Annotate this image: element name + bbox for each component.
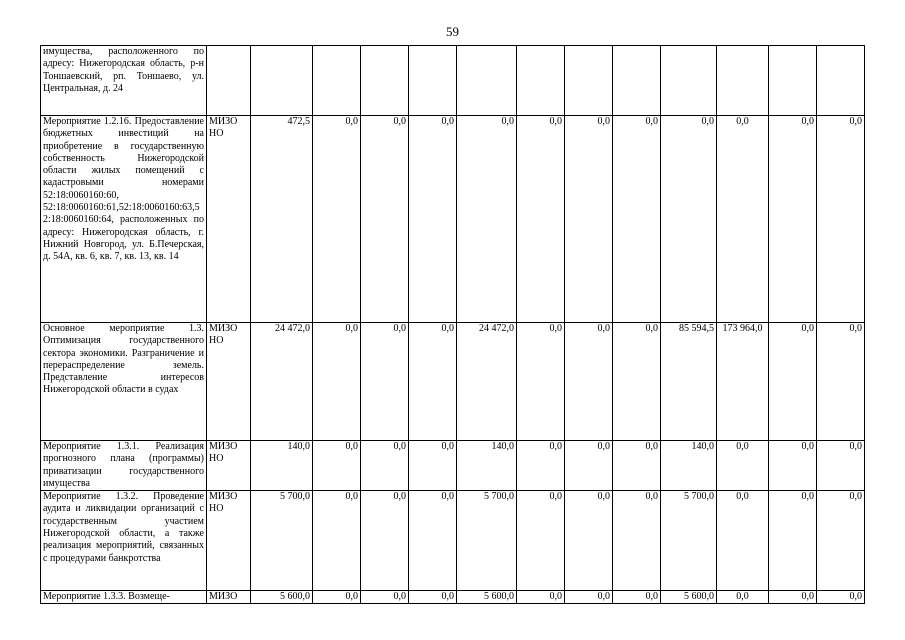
amount-cell bbox=[817, 46, 865, 116]
page-number: 59 bbox=[446, 24, 459, 39]
amount-cell: 0,0 bbox=[565, 441, 613, 491]
amount-cell: 140,0 bbox=[251, 441, 313, 491]
table-row bbox=[41, 441, 865, 491]
amount-cell: 0,0 bbox=[361, 323, 409, 441]
amount-cell: 0,0 bbox=[361, 491, 409, 591]
amount-cell bbox=[769, 46, 817, 116]
amount-cell: 0,0 bbox=[817, 491, 865, 591]
amount-cell: 0,0 bbox=[313, 116, 361, 323]
amount-cell: 0,0 bbox=[361, 591, 409, 604]
amount-cell: 0,0 bbox=[409, 323, 457, 441]
amount-cell bbox=[361, 46, 409, 116]
amount-cell bbox=[565, 46, 613, 116]
amount-cell: 0,0 bbox=[517, 491, 565, 591]
amount-cell: 0,0 bbox=[565, 323, 613, 441]
amount-cell: 0,0 bbox=[613, 441, 661, 491]
amount-cell: 5 600,0 bbox=[457, 591, 517, 604]
amount-cell bbox=[313, 46, 361, 116]
amount-cell: 0,0 bbox=[409, 591, 457, 604]
amount-cell: 0,0 bbox=[613, 491, 661, 591]
amount-cell: 0,0 bbox=[717, 116, 769, 323]
amount-cell: 0,0 bbox=[661, 116, 717, 323]
amount-cell: 0,0 bbox=[817, 591, 865, 604]
amount-cell bbox=[457, 46, 517, 116]
amount-cell: 0,0 bbox=[409, 491, 457, 591]
amount-cell bbox=[517, 46, 565, 116]
activity-description: Мероприятие 1.3.1. Реализация прогнозного плана (программы) приватизации государственного имущества bbox=[41, 441, 207, 491]
amount-cell: 0,0 bbox=[613, 591, 661, 604]
amount-cell: 0,0 bbox=[313, 491, 361, 591]
amount-cell: 0,0 bbox=[613, 116, 661, 323]
amount-cell: 0,0 bbox=[313, 441, 361, 491]
amount-cell: 5 700,0 bbox=[457, 491, 517, 591]
amount-cell: 0,0 bbox=[717, 441, 769, 491]
amount-cell: 0,0 bbox=[313, 591, 361, 604]
amount-cell: 0,0 bbox=[517, 441, 565, 491]
amount-cell: 0,0 bbox=[769, 441, 817, 491]
activity-description: имущества, расположенного по адресу: Нижегородская область, р-н Тоншаевский, рп. Тоншаево, ул. Центральная, д. 24 bbox=[41, 46, 207, 116]
amount-cell: 0,0 bbox=[517, 591, 565, 604]
amount-cell: 5 700,0 bbox=[251, 491, 313, 591]
activity-description: Основное мероприятие 1.3. Оптимизация государственного сектора экономики. Разграничение и перераспределение земель. Представление интересов Нижегородской области в судах bbox=[41, 323, 207, 441]
amount-cell: 0,0 bbox=[313, 323, 361, 441]
amount-cell: 0,0 bbox=[517, 323, 565, 441]
budget-table bbox=[40, 45, 865, 604]
amount-cell: 24 472,0 bbox=[251, 323, 313, 441]
table-row bbox=[41, 46, 865, 116]
amount-cell: 0,0 bbox=[565, 591, 613, 604]
activity-description: Мероприятие 1.2.16. Предоставление бюджетных инвестиций на приобретение в государственную собственность Нижегородской области жилых помещений с кадастровыми номерами 52:18:0060160:60, 52:18:0060160:61,52:18:0060160:63,52:18:0060160:64, расположенных по адресу: Нижегородская область, г. Нижний Новгород, ул. Б.Печерская, д. 54А, кв. 6, кв. 7, кв. 13, кв. 14 bbox=[41, 116, 207, 323]
executor-cell bbox=[207, 46, 251, 116]
amount-cell: 5 700,0 bbox=[661, 491, 717, 591]
amount-cell: 5 600,0 bbox=[251, 591, 313, 604]
amount-cell: 0,0 bbox=[817, 323, 865, 441]
executor-cell: МИЗО НО bbox=[207, 441, 251, 491]
amount-cell: 0,0 bbox=[565, 116, 613, 323]
amount-cell: 85 594,5 bbox=[661, 323, 717, 441]
amount-cell: 0,0 bbox=[817, 116, 865, 323]
executor-cell: МИЗО НО bbox=[207, 491, 251, 591]
amount-cell: 0,0 bbox=[409, 441, 457, 491]
amount-cell: 0,0 bbox=[361, 116, 409, 323]
amount-cell bbox=[661, 46, 717, 116]
amount-cell: 0,0 bbox=[361, 441, 409, 491]
amount-cell bbox=[613, 46, 661, 116]
amount-cell: 0,0 bbox=[717, 591, 769, 604]
amount-cell: 0,0 bbox=[457, 116, 517, 323]
activity-description: Мероприятие 1.3.3. Возмеще- bbox=[41, 591, 207, 604]
amount-cell: 0,0 bbox=[817, 441, 865, 491]
amount-cell: 140,0 bbox=[457, 441, 517, 491]
amount-cell bbox=[717, 46, 769, 116]
table-row bbox=[41, 491, 865, 591]
executor-cell: МИЗО НО bbox=[207, 116, 251, 323]
amount-cell: 0,0 bbox=[717, 491, 769, 591]
amount-cell: 5 600,0 bbox=[661, 591, 717, 604]
amount-cell: 0,0 bbox=[769, 491, 817, 591]
amount-cell: 173 964,0 bbox=[717, 323, 769, 441]
amount-cell: 0,0 bbox=[769, 323, 817, 441]
amount-cell: 0,0 bbox=[565, 491, 613, 591]
table-row bbox=[41, 116, 865, 323]
amount-cell: 0,0 bbox=[769, 116, 817, 323]
amount-cell bbox=[251, 46, 313, 116]
amount-cell: 0,0 bbox=[613, 323, 661, 441]
amount-cell: 0,0 bbox=[409, 116, 457, 323]
amount-cell: 0,0 bbox=[769, 591, 817, 604]
executor-cell: МИЗО НО bbox=[207, 323, 251, 441]
amount-cell: 140,0 bbox=[661, 441, 717, 491]
table-row bbox=[41, 591, 865, 604]
amount-cell: 24 472,0 bbox=[457, 323, 517, 441]
table-row bbox=[41, 323, 865, 441]
activity-description: Мероприятие 1.3.2. Проведение аудита и ликвидации организаций с государственным участием Нижегородской области, а также реализация мероприятий, связанных с процедурами банкротства bbox=[41, 491, 207, 591]
amount-cell bbox=[409, 46, 457, 116]
amount-cell: 0,0 bbox=[517, 116, 565, 323]
executor-cell: МИЗО bbox=[207, 591, 251, 604]
amount-cell: 472,5 bbox=[251, 116, 313, 323]
